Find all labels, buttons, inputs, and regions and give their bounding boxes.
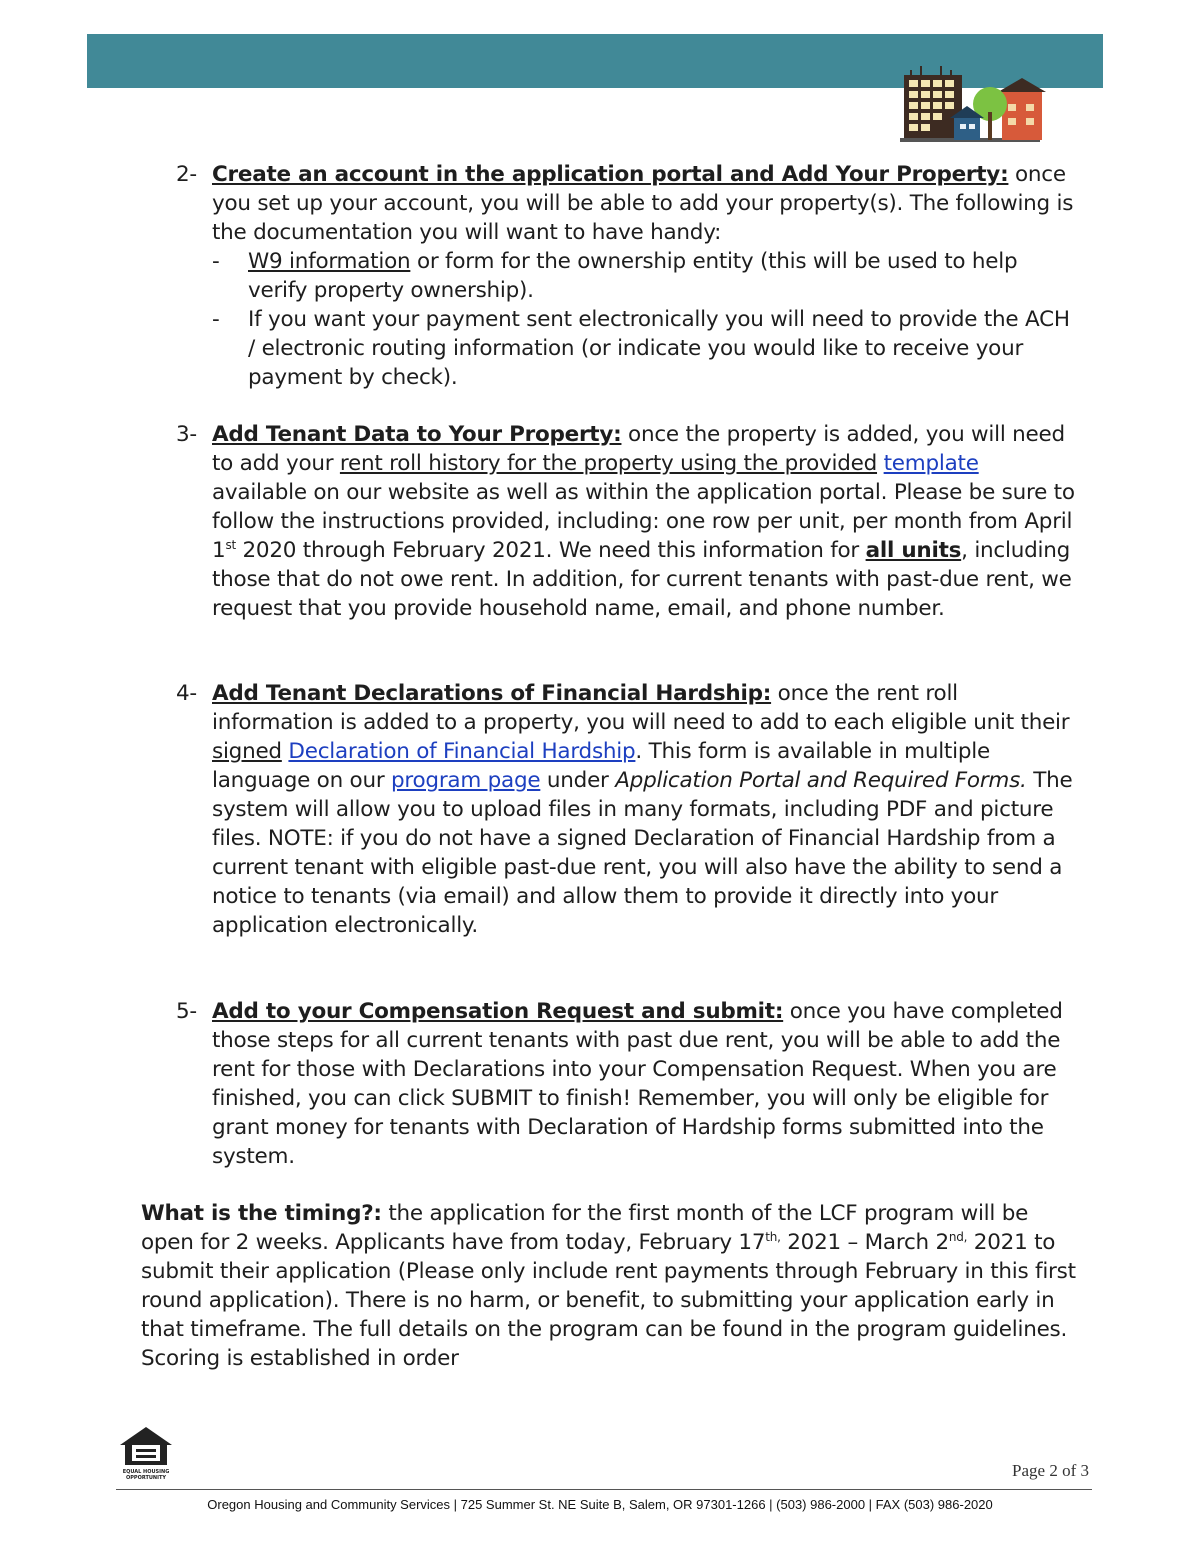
- equal-housing-opportunity-logo-icon: [116, 1425, 176, 1481]
- step-4: 4- Add Tenant Declarations of Financial Hardship: once the rent roll information is added to a property, you will need to add to each eligible unit their signed Declaration of Financial Hardship. This form is available in multiple language on our program page under Application Portal and Required Forms. The system will allow you to upload files in many formats, including PDF and picture files. NOTE: if you do not have a signed Declaration of Financial Hardship from a current tenant with eligible past-due rent, you will also have the ability to send a notice to tenants (via email) and allow them to provide it directly into your application electronically.: [176, 681, 1073, 938]
- w9-link[interactable]: W9 information: [248, 249, 411, 274]
- timing-paragraph: What is the timing?: the application for the first month of the LCF program will be open for 2 weeks. Applicants have from today, February $17^{th,}$ 2021 – March $2^{nd,}$ 2021 to submit their application (Please only include rent payments through February in this first round application). There is no harm, or benefit, to submitting your application early in that timeframe. The full details on the program can be found in the program guidelines. Scoring is established in order: [141, 1201, 1076, 1371]
- step-number: 2-: [176, 162, 197, 187]
- signed-text: signed: [212, 739, 282, 764]
- program-page-link[interactable]: program page: [391, 768, 541, 793]
- step-2: [176, 160, 1076, 392]
- step-number: 4-: [176, 681, 197, 706]
- step-number: 5-: [176, 999, 197, 1024]
- step-text: once you set up your account, you will be able to add your property(s). The following is the documentation you will want to have handy:: [212, 162, 1074, 245]
- svg-text:OPPORTUNITY: OPPORTUNITY: [125, 1475, 167, 1481]
- list-item: - W9 information or form for the ownership entity (this will be used to help verify property ownership).: [212, 249, 1018, 303]
- step-heading: Add Tenant Data to Your Property:: [212, 422, 622, 447]
- all-units-text: all units: [865, 538, 962, 563]
- step-number: 3-: [176, 422, 197, 447]
- documentation-list: [212, 247, 1076, 392]
- timing-label: What is the timing?:: [141, 1201, 382, 1226]
- step-heading: Add Tenant Declarations of Financial Hardship:: [212, 681, 772, 706]
- declaration-link[interactable]: Declaration of Financial Hardship: [288, 739, 636, 764]
- rent-roll-text: rent roll history for the property using the provided: [339, 451, 878, 476]
- template-link[interactable]: template: [883, 451, 979, 476]
- step-5: 5- Add to your Compensation Request and submit: once you have completed those steps for all current tenants with past due rent, you will be able to add the rent for those with Declarations into your Compensation Request. When you are finished, you can click SUBMIT to finish! Remember, you will only be eligible for grant money for tenants with Declaration of Hardship forms submitted into the system.: [176, 999, 1063, 1169]
- step-heading: Add to your Compensation Request and submit:: [212, 999, 784, 1024]
- list-item: - If you want your payment sent electronically you will need to provide the ACH / electronic routing information (or indicate you would like to receive your payment by check).: [212, 307, 1070, 390]
- step-3: 3- Add Tenant Data to Your Property: once the property is added, you will need to add your rent roll history for the property using the provided template available on our website as well as within the application portal. Please be sure to follow the instructions provided, including: one row per unit, per month from April 1st 2020 through February 2021. We need this information for all units, including those that do not owe rent. In addition, for current tenants with past-due rent, we request that you provide household name, email, and phone number.: [176, 422, 1075, 621]
- footer-contact: Oregon Housing and Community Services | 725 Summer St. NE Suite B, Salem, OR 97301-1266 | (503) 986-2000 | FAX (503) 986-2020: [207, 1497, 993, 1512]
- step-heading: Create an account in the application portal and Add Your Property:: [212, 162, 1009, 187]
- buildings-logo-icon: [898, 60, 1048, 150]
- footer-divider: [116, 1489, 1092, 1490]
- page-number: Page 2 of 3: [1012, 1461, 1089, 1480]
- svg-text:EQUAL HOUSING: EQUAL HOUSING: [122, 1469, 170, 1475]
